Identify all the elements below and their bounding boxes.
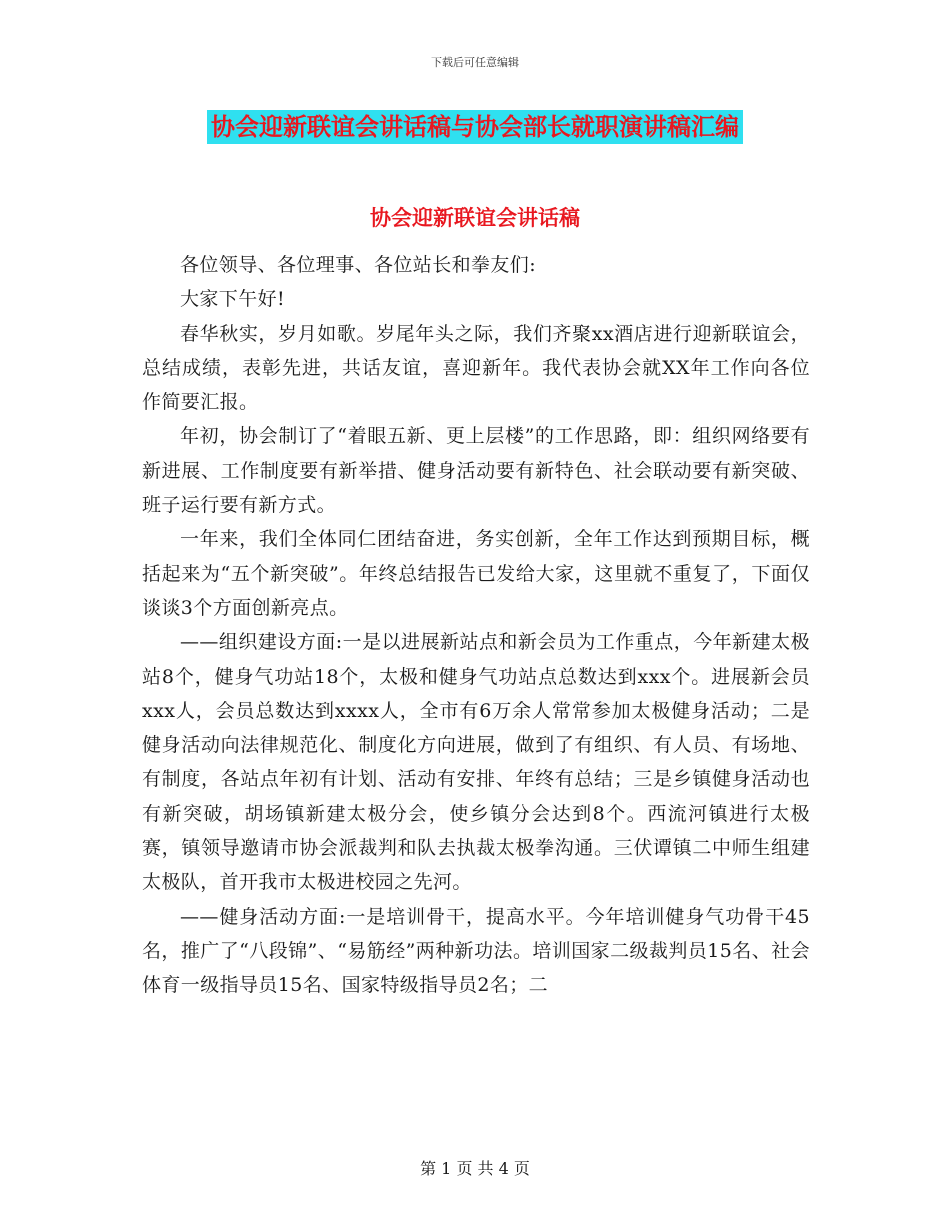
paragraph: 年初，协会制订了“着眼五新、更上层楼”的工作思路，即：组织网络要有新进展、工作制度要有新举措、健身活动要有新特色、社会联动要有新突破、班子运行要有新方式。 <box>142 425 810 517</box>
paragraph: 一年来，我们全体同仁团结奋进，务实创新，全年工作达到预期目标，概括起来为“五个新突破”。年终总结报告已发给大家，这里就不重复了，下面仅谈谈3个方面创新亮点。 <box>142 528 810 619</box>
paragraph: 春华秋实，岁月如歌。岁尾年头之际，我们齐聚xx酒店进行迎新联谊会，总结成绩，表彰先进，共话友谊，喜迎新年。我代表协会就XX年工作向各位作简要汇报。 <box>142 322 810 414</box>
document-title-container <box>0 110 950 144</box>
document-title: 协会迎新联谊会讲话稿与协会部长就职演讲稿汇编 <box>207 110 743 144</box>
document-body <box>142 248 810 1003</box>
section-title: 协会迎新联谊会讲话稿 <box>370 206 580 230</box>
paragraph: ——健身活动方面:一是培训骨干，提高水平。今年培训健身气功骨干45名，推广了“八段锦”、“易筋经”两种新功法。培训国家二级裁判员15名、社会体育一级指导员15名、国家特级指导员2名；二 <box>142 905 810 997</box>
paragraph: ——组织建设方面:一是以进展新站点和新会员为工作重点，今年新建太极站8个，健身气功站18个，太极和健身气功站点总数达到xxx个。进展新会员xxx人，会员总数达到xxxx人，全市有6万余人常常参加太极健身活动；二是健身活动向法律规范化、制度化方向进展，做到了有组织、有人员、有场地、有制度，各站点年初有计划、活动有安排、年终有总结；三是乡镇健身活动也有新突破，胡场镇新建太极分会，使乡镇分会达到8个。西流河镇进行太极赛，镇领导邀请市协会派裁判和队去执裁太极拳沟通。三伏谭镇二中师生组建太极队，首开我市太极进校园之先河。 <box>142 631 810 894</box>
paragraph: 大家下午好! <box>180 288 286 311</box>
page-header-note: 下载后可任意编辑 <box>431 56 519 69</box>
page-number: 第 1 页 共 4 页 <box>420 1159 530 1178</box>
paragraph: 各位领导、各位理事、各位站长和拳友们: <box>180 254 537 276</box>
